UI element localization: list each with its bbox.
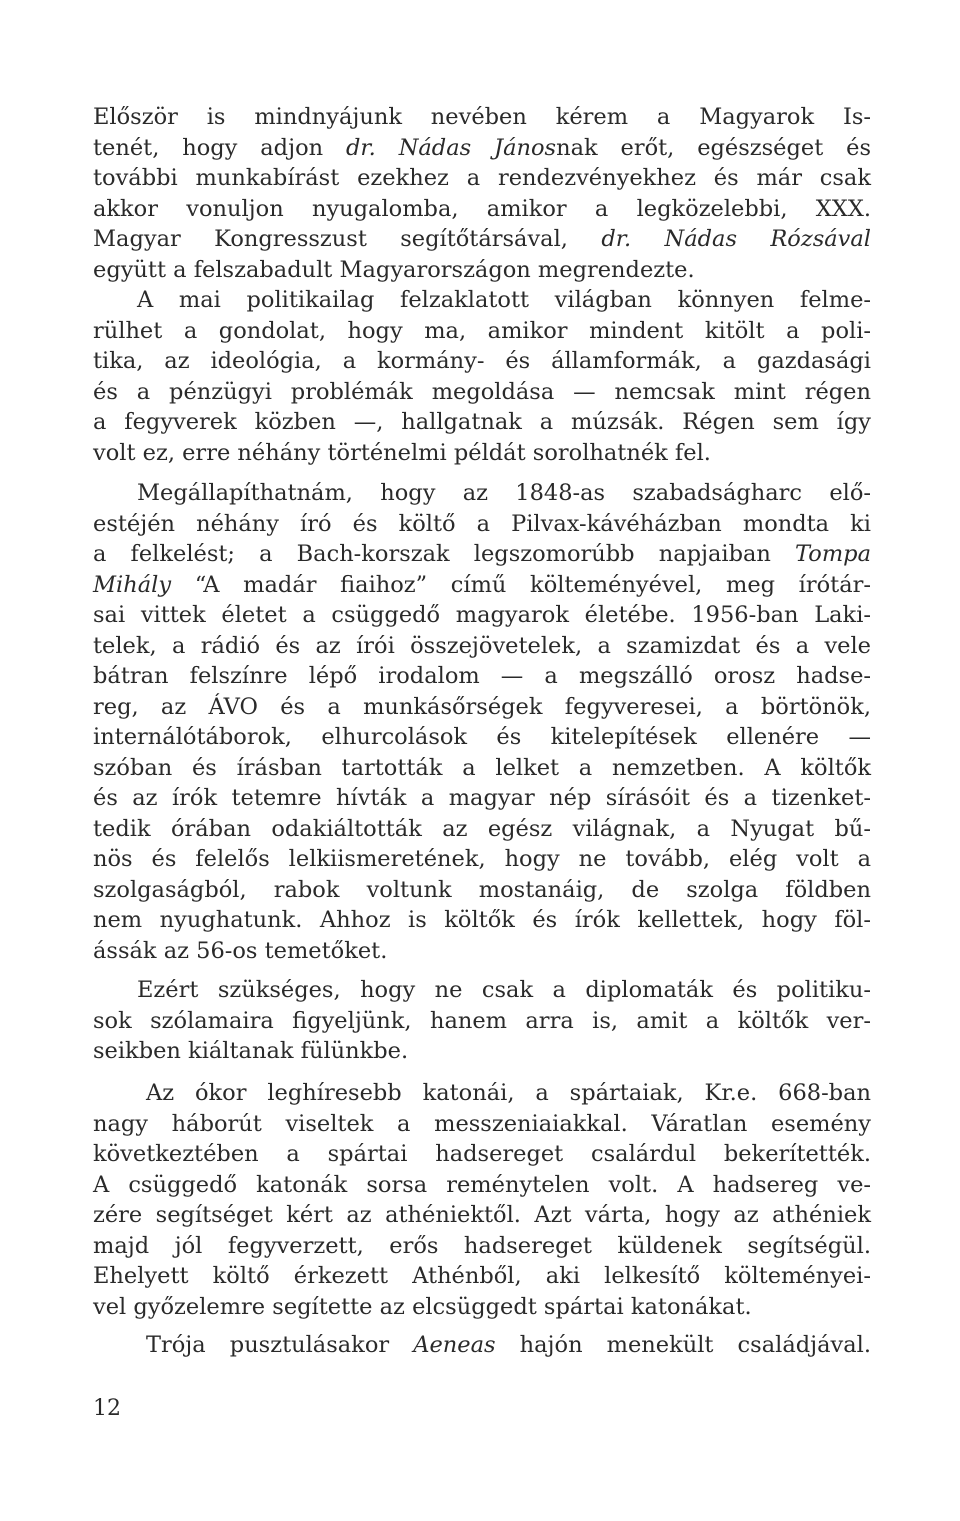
text-line: tenét, hogy adjon dr. Nádas Jánosnak erőt, egészséget és [93,134,871,161]
text-line: nös és felelős lelkiismeretének, hogy ne tovább, elég volt a [93,846,871,872]
text-line: reg, az ÁVO és a munkásőrségek fegyveresei, a börtönök, [93,693,871,720]
text-line: szóban és írásban tartották a lelket a nemzetben. A költők [93,754,871,781]
paragraph-6 [93,1330,871,1361]
paragraph-5 [93,1078,871,1322]
text-line: A csüggedő katonák sorsa reménytelen volt. A hadsereg ve- [93,1171,871,1198]
text-line: zére segítséget kért az athéniektől. Azt várta, hogy az athéniek [93,1202,871,1228]
text-line: tedik órában odakiáltották az egész világnak, a Nyugat bű- [93,815,871,842]
text-line: Először is mindnyájunk nevében kérem a Magyarok Is- [93,104,871,130]
paragraph-4 [93,975,871,1067]
paragraph-2 [93,285,871,468]
text-line: nagy háborút viseltek a messzeniaiakkal. Váratlan esemény [93,1110,871,1137]
text-line: további munkabírást ezekhez a rendezvényekhez és már csak [93,165,871,191]
paragraph-1 [93,102,871,285]
page-number: 12 [93,1396,121,1421]
text-line: akkor vonuljon nyugalomba, amikor a legközelebbi, XXX. [93,195,871,222]
text-line: a fegyverek közben —, hallgatnak a múzsák. Régen sem így [93,409,871,435]
text-line: A mai politikailag felzaklatott világban könnyen felme- [137,287,871,313]
text-line: a felkelést; a Bach-korszak legszomorúbb napjaiban Tompa [93,541,871,567]
text-line: Megállapíthatnám, hogy az 1848-as szabadságharc elő- [137,480,871,506]
text-line: internálótáborok, elhurcolások és kitelepítések ellenére — [93,724,871,750]
text-line: ássák az 56-os temetőket. [93,937,388,964]
text-line: Magyar Kongresszust segítőtársával, dr. Nádas Rózsával [93,226,871,252]
text-line: Ehelyett költő érkezett Athénből, aki lelkesítő költeményei- [93,1263,871,1289]
text-line: vel győzelemre segítette az elcsüggedt spártai katonákat. [93,1293,752,1320]
text-line: telek, a rádió és az írói összejövetelek, a szamizdat és a vele [93,632,871,659]
text-line: volt ez, erre néhány történelmi példát sorolhatnék fel. [93,439,711,466]
text-line: seikben kiáltanak fülünkbe. [93,1038,409,1064]
text-line: Mihály “A madár fiaihoz” című költeményével, meg írótár- [93,571,871,598]
text-line: és az írók tetemre hívták a magyar nép sírásóit és a tizenket- [93,785,871,811]
text-line: estéjén néhány író és költő a Pilvax-kávéházban mondta ki [93,510,871,537]
text-line: következtében a spártai hadsereget csalárdul bekerítették. [93,1141,871,1167]
paragraph-3 [93,478,871,966]
text-line: együtt a felszabadult Magyarországon megrendezte. [93,256,695,283]
text-line: nem nyughatunk. Ahhoz is költők és írók kellettek, hogy föl- [93,907,871,933]
text-line: majd jól fegyverzett, erős hadsereget küldenek segítségül. [93,1232,871,1259]
text-line: és a pénzügyi problémák megoldása — nemcsak mint régen [93,378,871,405]
text-line: sok szólamaira figyeljünk, hanem arra is, amit a költők ver- [93,1007,871,1034]
text-line: sai vittek életet a csüggedő magyarok életébe. 1956-ban Laki- [93,602,871,628]
text-line: Trója pusztulásakor Aeneas hajón menekült családjával. [146,1332,872,1358]
text-line: rülhet a gondolat, hogy ma, amikor mindent kitölt a poli- [93,317,871,344]
text-line: Az ókor leghíresebb katonái, a spártaiak, Kr.e. 668-ban [146,1080,871,1106]
text-line: szolgaságból, rabok voltunk mostanáig, de szolga földben [93,876,871,903]
text-line: Ezért szükséges, hogy ne csak a diplomaták és politiku- [137,977,871,1003]
text-line: tika, az ideológia, a kormány- és államformák, a gazdasági [93,348,871,374]
text-line: bátran felszínre lépő irodalom — a megszálló orosz hadse- [93,663,871,689]
